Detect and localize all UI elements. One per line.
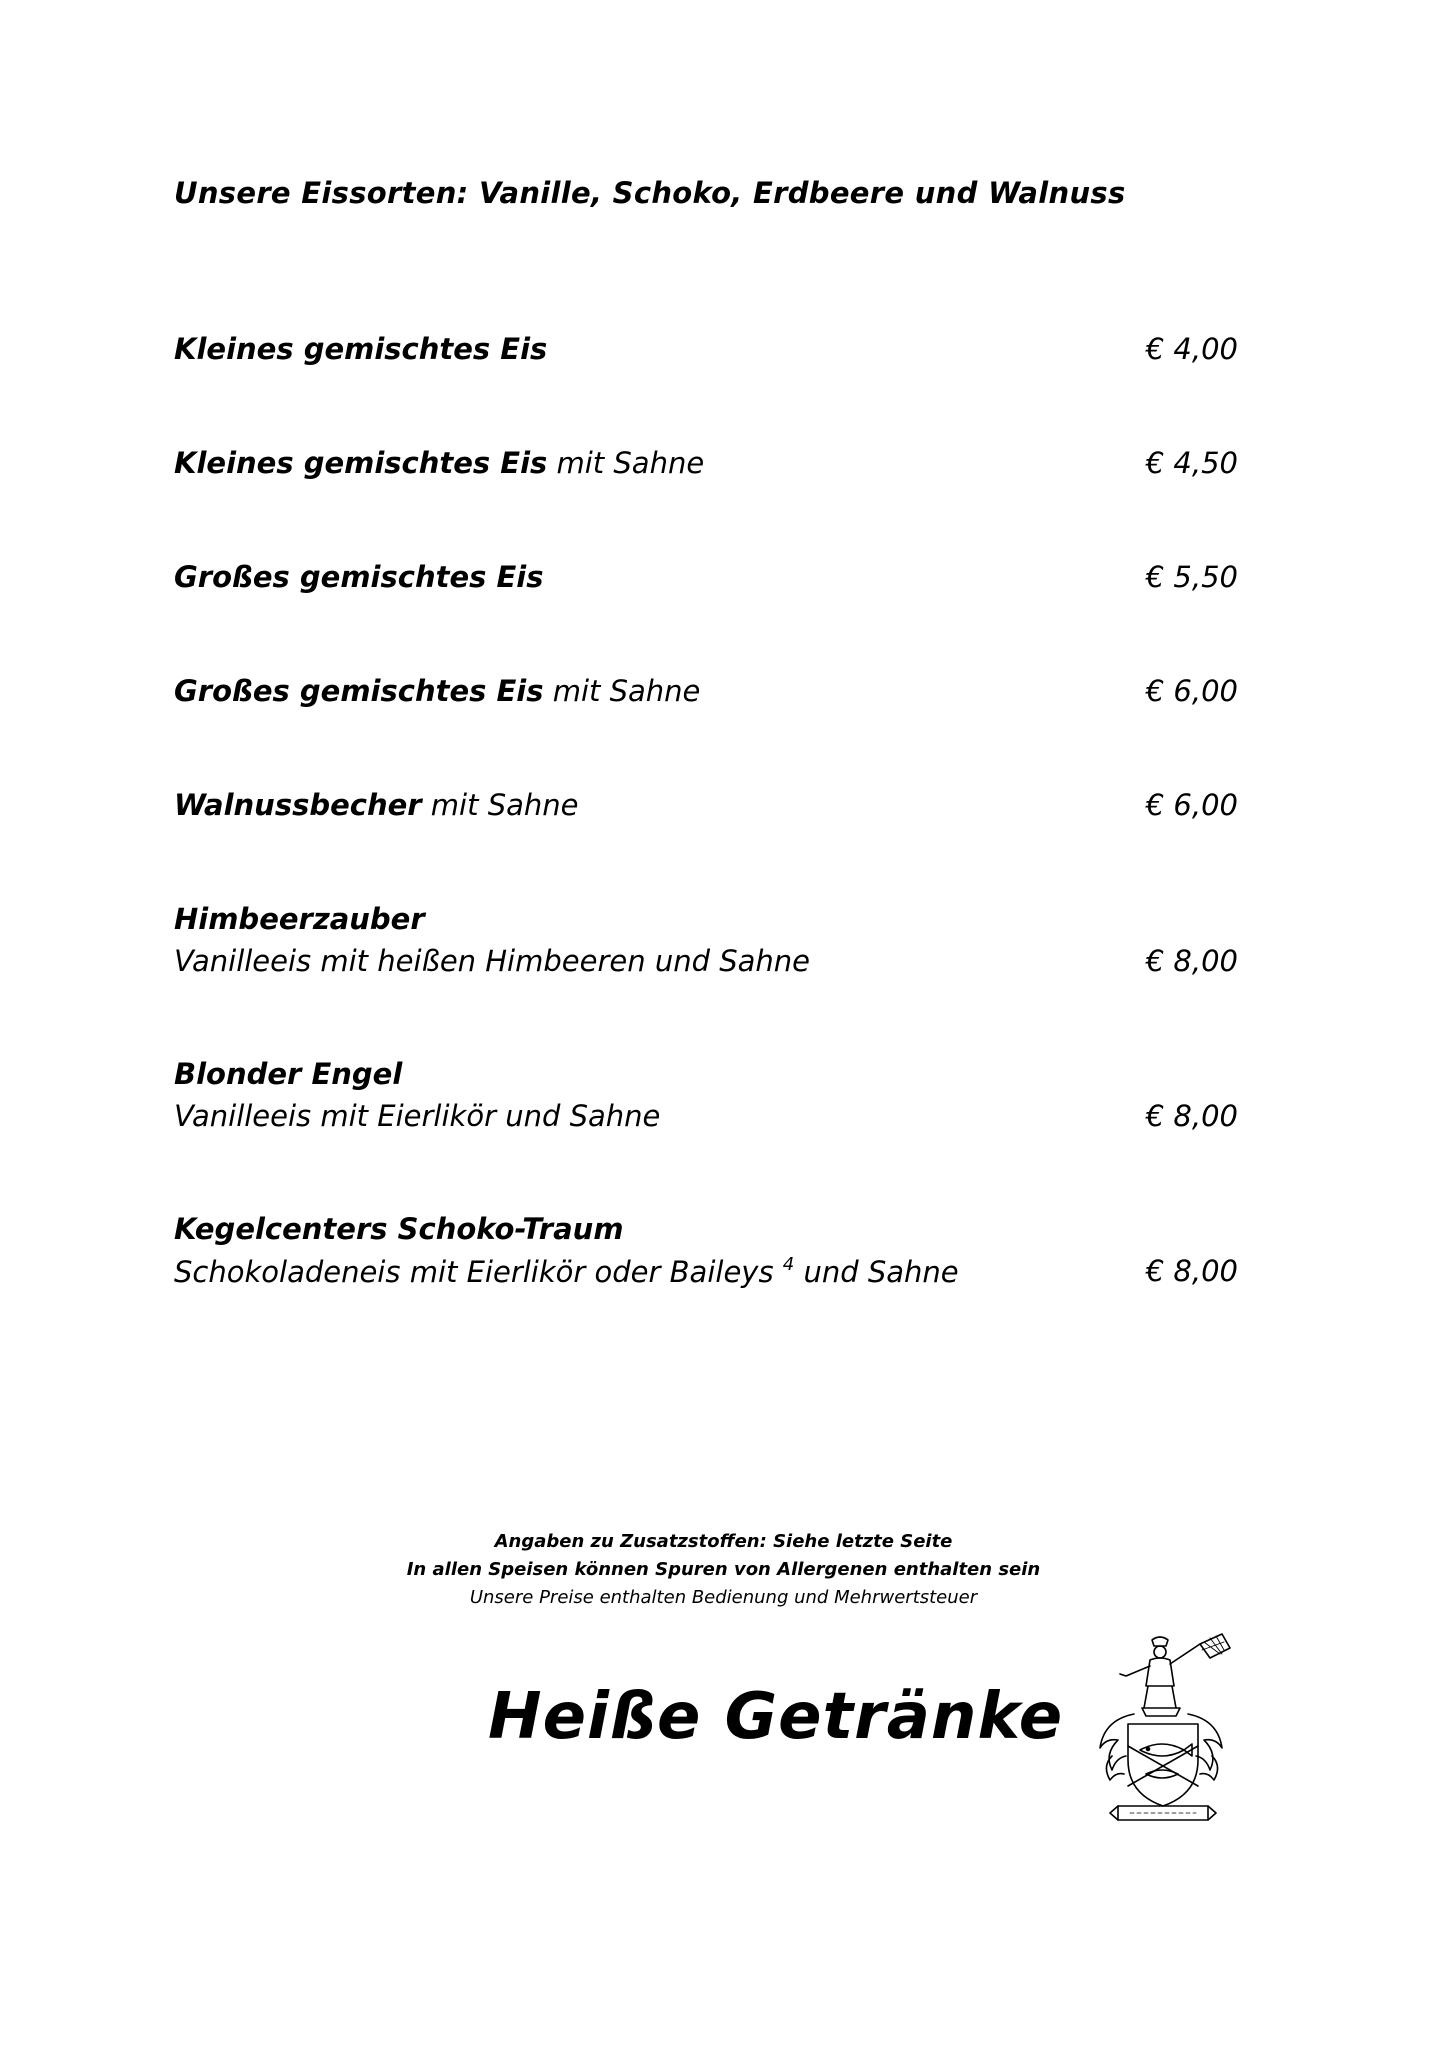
item-name <box>174 1212 624 1246</box>
item-price: € 8,00 <box>1145 944 1238 978</box>
menu-item <box>174 560 1238 606</box>
menu-item <box>174 674 1238 720</box>
ice-flavors-line: Unsere Eissorten: Vanille, Schoko, Erdbeere und Walnuss <box>174 176 1126 210</box>
item-title: Walnussbecher <box>174 788 422 822</box>
item-title: Himbeerzauber <box>174 902 425 936</box>
additives-note: Angaben zu Zusatzstoffen: Siehe letzte Seite <box>494 1531 953 1552</box>
item-description <box>174 1254 959 1289</box>
item-title: Kegelcenters Schoko-Traum <box>174 1212 624 1246</box>
item-name <box>174 1057 402 1091</box>
item-name <box>174 902 425 936</box>
item-extra: mit Sahne <box>543 674 701 708</box>
menu-notes <box>0 1528 1447 1612</box>
item-extra: mit Sahne <box>421 788 579 822</box>
item-price: € 6,00 <box>1145 674 1238 708</box>
menu-item <box>174 788 1238 834</box>
menu-item <box>174 332 1238 378</box>
menu-item <box>174 902 1238 992</box>
item-title: Großes gemischtes Eis <box>174 674 544 708</box>
item-name <box>174 560 544 594</box>
item-title: Kleines gemischtes Eis <box>174 332 548 366</box>
item-name <box>174 674 700 708</box>
item-name <box>174 788 578 822</box>
item-price: € 8,00 <box>1145 1099 1238 1133</box>
additive-footnote-marker: 4 <box>782 1254 795 1275</box>
item-description: Vanilleeis mit heißen Himbeeren und Sahne <box>174 944 810 978</box>
menu-item <box>174 1057 1238 1147</box>
menu-item <box>174 446 1238 492</box>
allergens-note: In allen Speisen können Spuren von Allergenen enthalten sein <box>406 1559 1041 1580</box>
menu-item <box>174 1212 1238 1302</box>
item-description: Vanilleeis mit Eierlikör und Sahne <box>174 1099 661 1133</box>
section-heading: Heiße Getränke <box>488 1680 1064 1754</box>
item-price: € 8,00 <box>1145 1254 1238 1288</box>
item-price: € 4,00 <box>1145 332 1238 366</box>
item-name <box>174 332 547 366</box>
item-price: € 5,50 <box>1145 560 1238 594</box>
item-price: € 6,00 <box>1145 788 1238 822</box>
item-description-text: Schokoladeneis mit Eierlikör oder Baileys <box>174 1255 783 1289</box>
coat-of-arms-icon <box>1088 1628 1238 1828</box>
item-price: € 4,50 <box>1145 446 1238 480</box>
item-name <box>174 446 704 480</box>
item-title: Kleines gemischtes Eis <box>174 446 548 480</box>
item-title: Blonder Engel <box>174 1057 403 1091</box>
item-description-text: und Sahne <box>794 1255 959 1289</box>
prices-note: Unsere Preise enthalten Bedienung und Mehrwertsteuer <box>469 1587 978 1608</box>
item-title: Großes gemischtes Eis <box>174 560 544 594</box>
item-extra: mit Sahne <box>547 446 705 480</box>
